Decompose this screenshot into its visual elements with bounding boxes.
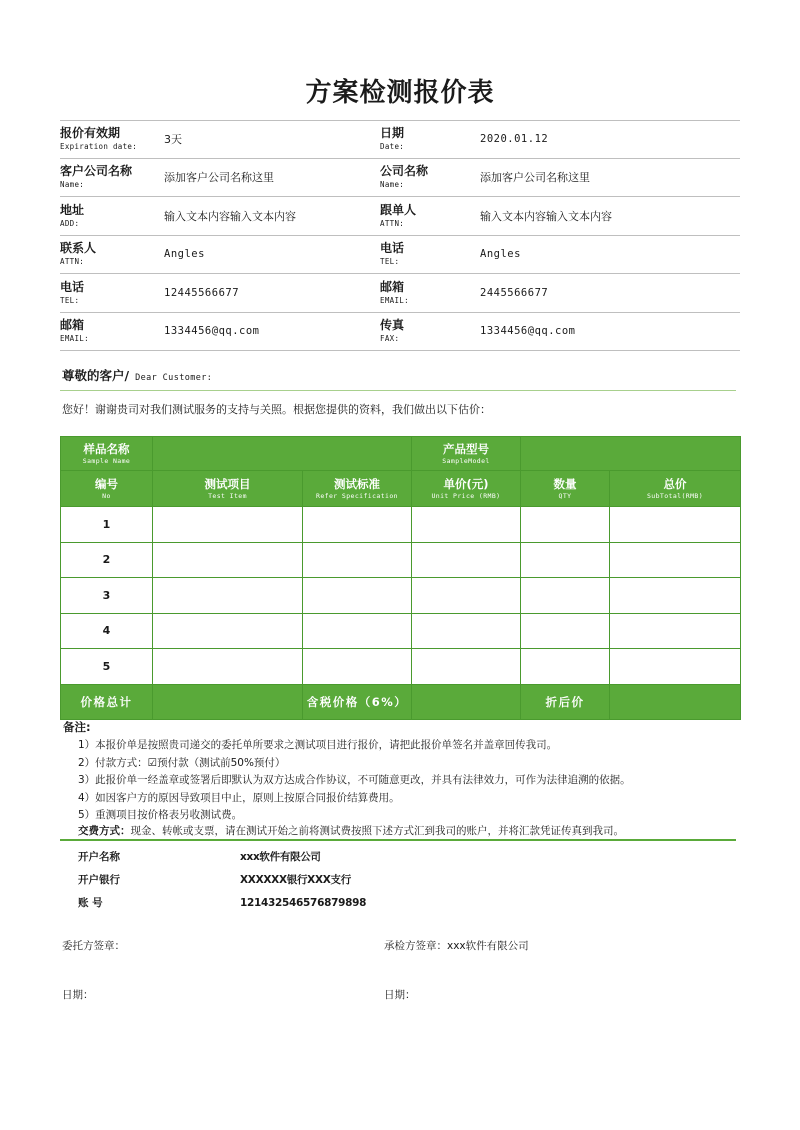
- bank-value: xxx软件有限公司: [240, 851, 321, 863]
- column-header: 测试项目 Test Item: [153, 471, 303, 507]
- spec-cell[interactable]: [303, 542, 412, 578]
- note-item: 1）本报价单是按照贵司递交的委托单所要求之测试项目进行报价，请把此报价单签名并盖章回传我司。: [78, 739, 558, 751]
- unit-price-cell[interactable]: [412, 507, 521, 543]
- qty-cell[interactable]: [521, 507, 610, 543]
- row-number: 4: [61, 613, 153, 649]
- spec-cell[interactable]: [303, 613, 412, 649]
- notes-title: 备注:: [63, 720, 91, 734]
- table-row: [61, 578, 741, 614]
- info-label: 跟单人 ATTN:: [380, 202, 417, 228]
- info-label: 邮箱 EMAIL:: [380, 279, 409, 305]
- unit-price-cell[interactable]: [412, 613, 521, 649]
- discount-label: 折后价: [521, 684, 610, 719]
- tel-value[interactable]: 12445566677: [164, 286, 240, 299]
- note-item: 2）付款方式：☑预付款（测试前50%预付）: [78, 756, 286, 769]
- qty-cell[interactable]: [521, 542, 610, 578]
- page-title: 方案检测报价表: [305, 78, 495, 108]
- info-label: 日期 Date:: [380, 126, 405, 152]
- tax-label: 含税价格（6%）: [303, 684, 412, 719]
- notes-list: [78, 737, 631, 825]
- inspector-date[interactable]: 日期：: [384, 989, 416, 1001]
- info-label: 邮箱 EMAIL:: [60, 318, 89, 344]
- footer-row: [61, 684, 741, 719]
- table-row: [61, 542, 741, 578]
- company-name-value[interactable]: 添加客户公司名称这里: [480, 171, 590, 185]
- sample-name-input[interactable]: [153, 437, 412, 471]
- info-row: [60, 120, 740, 159]
- column-header: 单价(元) Unit Price (RMB): [412, 471, 521, 507]
- info-label: 电话 TEL:: [380, 241, 405, 267]
- tax-value[interactable]: [412, 684, 521, 719]
- info-label: 地址 ADD:: [60, 202, 85, 228]
- row-number: 5: [61, 649, 153, 685]
- spec-cell[interactable]: [303, 507, 412, 543]
- client-date[interactable]: 日期：: [62, 989, 94, 1001]
- client-signature[interactable]: 委托方签章：: [62, 940, 125, 952]
- date-value[interactable]: 2020.01.12: [480, 133, 549, 146]
- email-value[interactable]: 2445566677: [480, 286, 549, 299]
- test-item-cell[interactable]: [153, 649, 303, 685]
- bank-label: 开户名称: [78, 851, 120, 863]
- phone-value[interactable]: Angles: [480, 248, 521, 261]
- column-header: 数量 QTY: [521, 471, 610, 507]
- total-label: 价格总计: [61, 684, 153, 719]
- unit-price-cell[interactable]: [412, 578, 521, 614]
- greeting: 您好！谢谢贵司对我们测试服务的支持与关照。根据您提供的资料，我们做出以下估价：: [62, 403, 491, 416]
- column-header: 总价 SubTotal(RMB): [610, 471, 741, 507]
- note-item: 5）重测项目按价格表另收测试费。: [78, 809, 243, 821]
- payment-label: 交费方式：: [78, 825, 131, 837]
- info-label: 联系人 ATTN:: [60, 241, 97, 267]
- test-item-cell[interactable]: [153, 542, 303, 578]
- payment-method: [78, 823, 624, 838]
- address-value[interactable]: 输入文本内容输入文本内容: [164, 209, 296, 223]
- sample-name-label: 样品名称 Sample Name: [61, 437, 153, 471]
- sample-row: [61, 437, 741, 471]
- product-model-label: 产品型号 SampleModel: [412, 437, 521, 471]
- payment-text: 现金、转帐或支票，请在测试开始之前将测试费按照下述方式汇到我司的账户，并将汇款凭证传真到我司。: [130, 825, 624, 837]
- divider: [60, 390, 736, 391]
- unit-price-cell[interactable]: [412, 649, 521, 685]
- inspector-signature[interactable]: 承检方签章：xxx软件有限公司: [384, 940, 529, 952]
- test-item-cell[interactable]: [153, 578, 303, 614]
- subtotal-cell[interactable]: [610, 578, 741, 614]
- fax-value[interactable]: 1334456@qq.com: [480, 325, 576, 338]
- info-row: [60, 313, 740, 352]
- discount-value[interactable]: [610, 684, 741, 719]
- subtotal-cell[interactable]: [610, 507, 741, 543]
- total-value[interactable]: [153, 684, 303, 719]
- info-row: [60, 197, 740, 236]
- qty-cell[interactable]: [521, 613, 610, 649]
- product-model-input[interactable]: [521, 437, 741, 471]
- info-row: [60, 236, 740, 275]
- subtotal-cell[interactable]: [610, 613, 741, 649]
- client-company-value[interactable]: 添加客户公司名称这里: [164, 171, 274, 185]
- info-label: 报价有效期 Expiration date:: [60, 126, 138, 152]
- row-number: 3: [61, 578, 153, 614]
- info-label: 公司名称 Name:: [380, 164, 429, 190]
- bank-value: XXXXXX银行XXX支行: [240, 874, 351, 886]
- email-value[interactable]: 1334456@qq.com: [164, 325, 260, 338]
- info-block: [60, 120, 740, 351]
- info-label: 电话 TEL:: [60, 279, 85, 305]
- bank-label: 开户银行: [78, 874, 120, 886]
- info-label: 传真 FAX:: [380, 318, 405, 344]
- qty-cell[interactable]: [521, 649, 610, 685]
- info-row: [60, 159, 740, 198]
- info-label: 客户公司名称 Name:: [60, 164, 133, 190]
- bank-info: [78, 845, 366, 914]
- divider: [60, 839, 736, 841]
- bank-row: [78, 845, 366, 868]
- table-row: [61, 613, 741, 649]
- note-item: 3）此报价单一经盖章或签署后即默认为双方达成合作协议，不可随意更改，并具有法律效力，可作为法律追溯的依据。: [78, 774, 631, 786]
- expiration-value[interactable]: 3天: [164, 133, 182, 147]
- column-header-row: [61, 471, 741, 507]
- contact-value[interactable]: Angles: [164, 248, 205, 261]
- subtotal-cell[interactable]: [610, 542, 741, 578]
- test-item-cell[interactable]: [153, 613, 303, 649]
- table-row: [61, 507, 741, 543]
- table-row: [61, 649, 741, 685]
- quote-table: [60, 436, 741, 720]
- row-number: 1: [61, 507, 153, 543]
- row-number: 2: [61, 542, 153, 578]
- spec-cell[interactable]: [303, 649, 412, 685]
- bank-row: [78, 891, 366, 914]
- bank-label: 账 号: [78, 897, 103, 909]
- column-header: 编号 No: [61, 471, 153, 507]
- dear-customer: 尊敬的客户/ Dear Customer:: [62, 368, 213, 383]
- follower-value[interactable]: 输入文本内容输入文本内容: [480, 209, 612, 223]
- qty-cell[interactable]: [521, 578, 610, 614]
- info-row: [60, 274, 740, 313]
- subtotal-cell[interactable]: [610, 649, 741, 685]
- column-header: 测试标准 Refer Specification: [303, 471, 412, 507]
- unit-price-cell[interactable]: [412, 542, 521, 578]
- note-item: 4）如因客户方的原因导致项目中止，原则上按原合同报价结算费用。: [78, 791, 400, 804]
- bank-row: [78, 868, 366, 891]
- spec-cell[interactable]: [303, 578, 412, 614]
- bank-value: 12143254657687989​8: [240, 896, 367, 909]
- test-item-cell[interactable]: [153, 507, 303, 543]
